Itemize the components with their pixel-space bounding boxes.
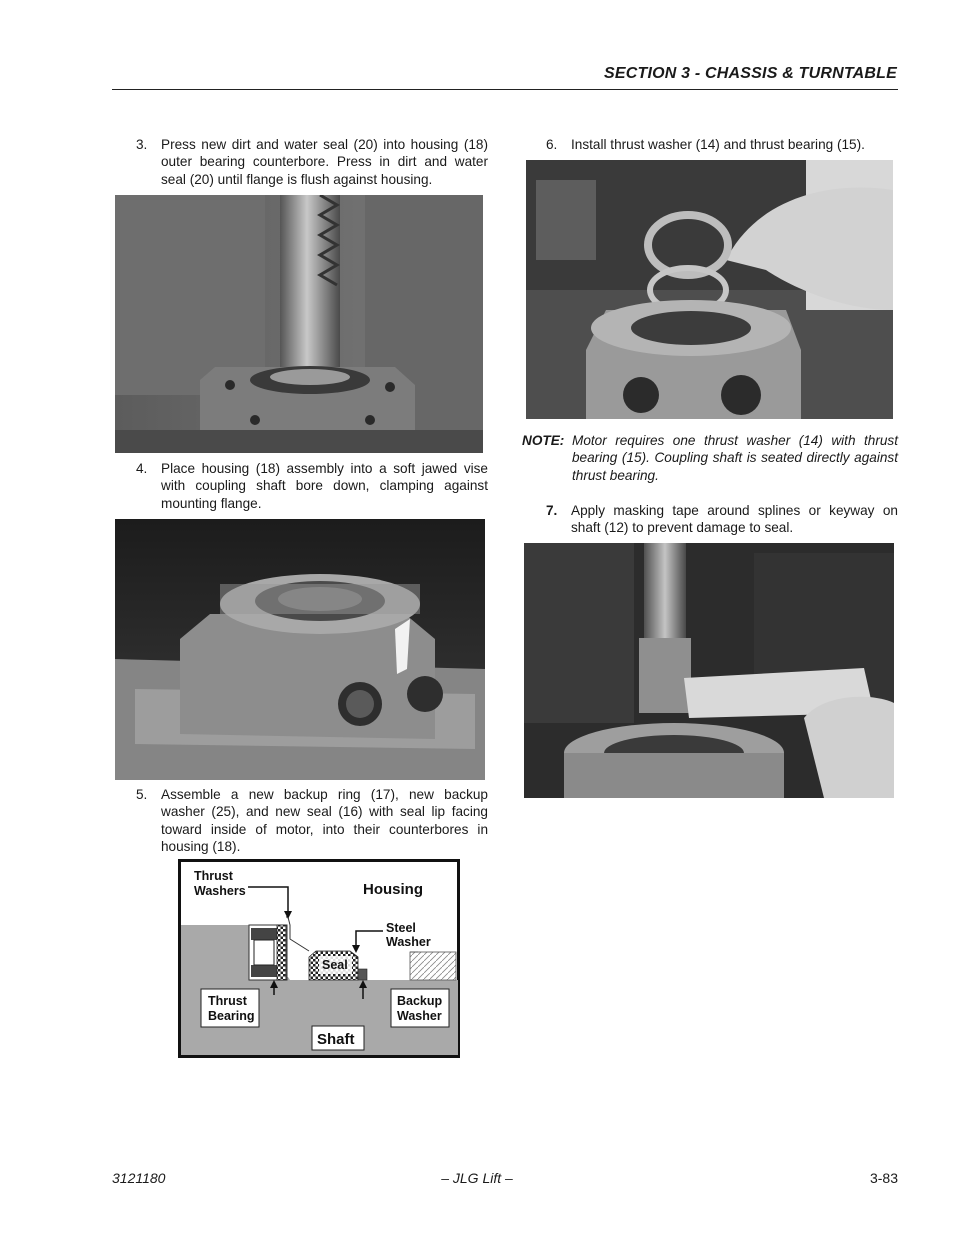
seal-label: Seal bbox=[322, 958, 348, 972]
step-text: Install thrust washer (14) and thrust bearing (15). bbox=[571, 137, 865, 152]
thrust-bearing-label-2: Bearing bbox=[208, 1009, 255, 1023]
step-number: 6. bbox=[546, 137, 558, 152]
step-3 bbox=[136, 136, 488, 188]
shaft-label: Shaft bbox=[317, 1031, 355, 1048]
note-label: NOTE: bbox=[522, 433, 565, 448]
thrust-washers-label-2 bbox=[194, 884, 246, 898]
step-text: Press new dirt and water seal (20) into housing (18) outer bearing counterbore. Press in dirt and water seal (20) until flange is flush against housing. bbox=[161, 137, 488, 187]
thrust-washers-line1: Thrust bbox=[194, 869, 233, 883]
photo-masking-tape bbox=[524, 543, 894, 798]
thrust-washers-line2: Washers bbox=[194, 884, 246, 898]
backup-washer-label: Backup bbox=[397, 994, 443, 1008]
step-number: 7. bbox=[546, 503, 558, 518]
step-text: Apply masking tape around splines or keyway on shaft (12) to prevent damage to seal. bbox=[571, 503, 898, 536]
thrust-washers-label bbox=[194, 869, 234, 883]
step-5 bbox=[136, 786, 488, 856]
photo-housing-in-vise bbox=[115, 519, 485, 780]
housing-label: Housing bbox=[363, 881, 423, 898]
backup-washer-label-2: Washer bbox=[397, 1009, 442, 1023]
seal-diagram bbox=[178, 859, 460, 1058]
note bbox=[522, 432, 898, 484]
footer-publisher: – JLG Lift – bbox=[441, 1170, 513, 1186]
footer-page-number: 3-83 bbox=[869, 1170, 898, 1186]
photo-thrust-washer-install bbox=[526, 160, 893, 419]
photo-seal-press bbox=[115, 195, 483, 453]
note-text: Motor requires one thrust washer (14) with thrust bearing (15). Coupling shaft is seated directly against thrust bearing. bbox=[572, 433, 898, 483]
step-7 bbox=[546, 502, 898, 537]
steel-washer-label-2: Washer bbox=[386, 935, 431, 949]
step-text: Assemble a new backup ring (17), new backup washer (25), and new seal (16) with seal lip facing toward inside of motor, into their counterbores in housing (18). bbox=[161, 787, 488, 855]
step-4 bbox=[136, 460, 488, 512]
thrust-bearing-label: Thrust bbox=[208, 994, 247, 1008]
header-rule bbox=[112, 89, 898, 90]
step-text: Place housing (18) assembly into a soft jawed vise with coupling shaft bore down, clamping against mounting flange. bbox=[161, 461, 488, 511]
steel-washer-label: Steel bbox=[386, 921, 416, 935]
step-number: 5. bbox=[136, 787, 148, 802]
section-title: SECTION 3 - CHASSIS & TURNTABLE bbox=[603, 65, 897, 82]
step-number: 3. bbox=[136, 137, 148, 152]
step-6 bbox=[546, 136, 898, 153]
footer-doc-number: 3121180 bbox=[112, 1170, 166, 1186]
step-number: 4. bbox=[136, 461, 148, 476]
